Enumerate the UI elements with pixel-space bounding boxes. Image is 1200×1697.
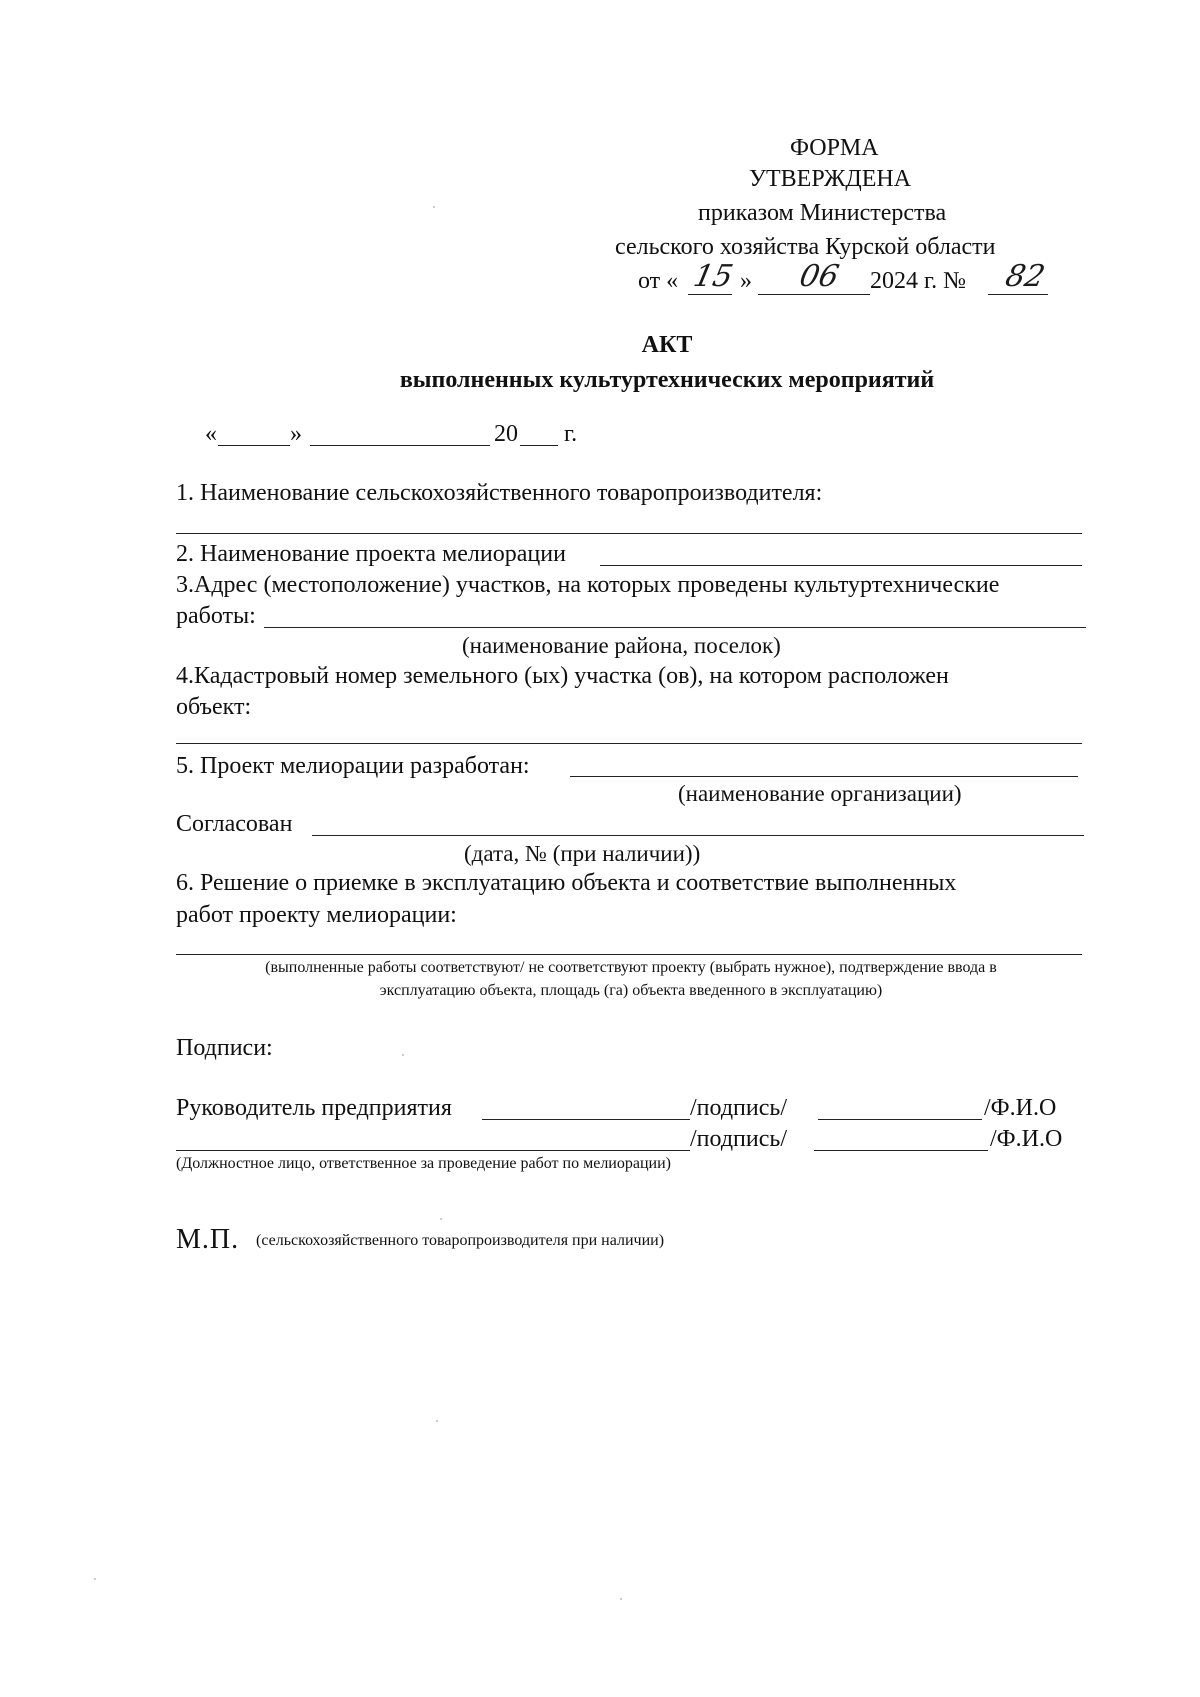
scan-speck	[436, 1420, 438, 1422]
item-6-label-line1: 6. Решение о приемке в эксплуатацию объекта и соответствие выполненных	[176, 870, 957, 896]
order-label: приказом Министерства	[698, 200, 947, 226]
stamp-label: М.П.	[176, 1224, 240, 1255]
official-position-blank	[176, 1150, 690, 1151]
act-month-blank	[310, 445, 490, 446]
fio-2-label: /Ф.И.О	[990, 1126, 1063, 1152]
item-5-hint: (наименование организации)	[678, 781, 962, 806]
handwritten-day: 15	[690, 259, 737, 294]
item-3-hint: (наименование района, поселок)	[462, 633, 781, 658]
item-1-blank	[176, 533, 1082, 534]
open-quote: «	[205, 421, 217, 447]
fio-1-label: /Ф.И.О	[984, 1095, 1057, 1121]
date-prefix: от «	[638, 268, 679, 294]
month-blank	[758, 294, 870, 295]
scan-speck	[94, 1578, 96, 1580]
item-3-label-line2: работы:	[176, 603, 256, 629]
item-3-label-line1: 3.Адрес (местоположение) участков, на которых проведены культуртехнические	[176, 572, 1000, 598]
act-subtitle: выполненных культуртехнических мероприятий	[399, 367, 935, 393]
handwritten-month: 06	[796, 259, 843, 294]
item-1-label: 1. Наименование сельскохозяйственного товаропроизводителя:	[176, 480, 823, 506]
signature-1-label: /подпись/	[690, 1095, 787, 1121]
head-signature-blank	[482, 1119, 690, 1120]
ministry-label: сельского хозяйства Курской области	[615, 234, 996, 260]
form-label: ФОРМА	[790, 135, 879, 161]
year-prefix: 20	[494, 421, 518, 447]
official-hint: (Должностное лицо, ответственное за проведение работ по мелиорации)	[176, 1155, 671, 1172]
handwritten-number: 82	[1002, 259, 1049, 294]
item-2-blank	[600, 565, 1082, 566]
item-2-label: 2. Наименование проекта мелиорации	[176, 541, 566, 567]
close-quote: »	[290, 421, 302, 447]
item-5-label: 5. Проект мелиорации разработан:	[176, 753, 530, 779]
act-title: АКТ	[641, 332, 693, 358]
head-fio-blank	[818, 1119, 982, 1120]
agreed-blank	[312, 835, 1084, 836]
date-mid: »	[740, 268, 752, 294]
head-label: Руководитель предприятия	[176, 1095, 452, 1121]
scan-speck	[440, 1218, 442, 1220]
item-6-label-line2: работ проекту мелиорации:	[176, 902, 457, 928]
year-suffix: г.	[564, 421, 578, 447]
act-day-blank	[218, 445, 290, 446]
item-4-label-line1: 4.Кадастровый номер земельного (ых) участка (ов), на котором расположен	[176, 663, 949, 689]
agreed-hint: (дата, № (при наличии))	[464, 841, 701, 866]
scan-speck	[620, 1598, 622, 1600]
item-5-blank	[570, 776, 1078, 777]
day-blank	[688, 294, 732, 295]
item-4-blank	[176, 743, 1082, 744]
item-6-hint-line1: (выполненные работы соответствуют/ не соответствуют проекту (выбрать нужное), подтверждение ввода в	[265, 959, 997, 976]
signature-2-label: /подпись/	[690, 1126, 787, 1152]
scan-speck	[433, 206, 435, 208]
item-6-hint-line2: эксплуатацию объекта, площадь (га) объекта введенного в эксплуатацию)	[379, 982, 883, 999]
scan-speck	[402, 1054, 404, 1056]
stamp-hint: (сельскохозяйственного товаропроизводителя при наличии)	[256, 1232, 665, 1249]
item-6-blank	[176, 954, 1082, 955]
item-4-label-line2: объект:	[176, 694, 252, 720]
item-3-blank	[264, 627, 1086, 628]
agreed-label: Согласован	[176, 811, 293, 837]
official-fio-blank	[814, 1150, 988, 1151]
number-blank	[988, 294, 1048, 295]
act-year-blank	[520, 445, 558, 446]
signatures-heading: Подписи:	[176, 1035, 273, 1061]
approved-label: УТВЕРЖДЕНА	[749, 166, 912, 192]
year-text: 2024 г. №	[870, 268, 967, 294]
